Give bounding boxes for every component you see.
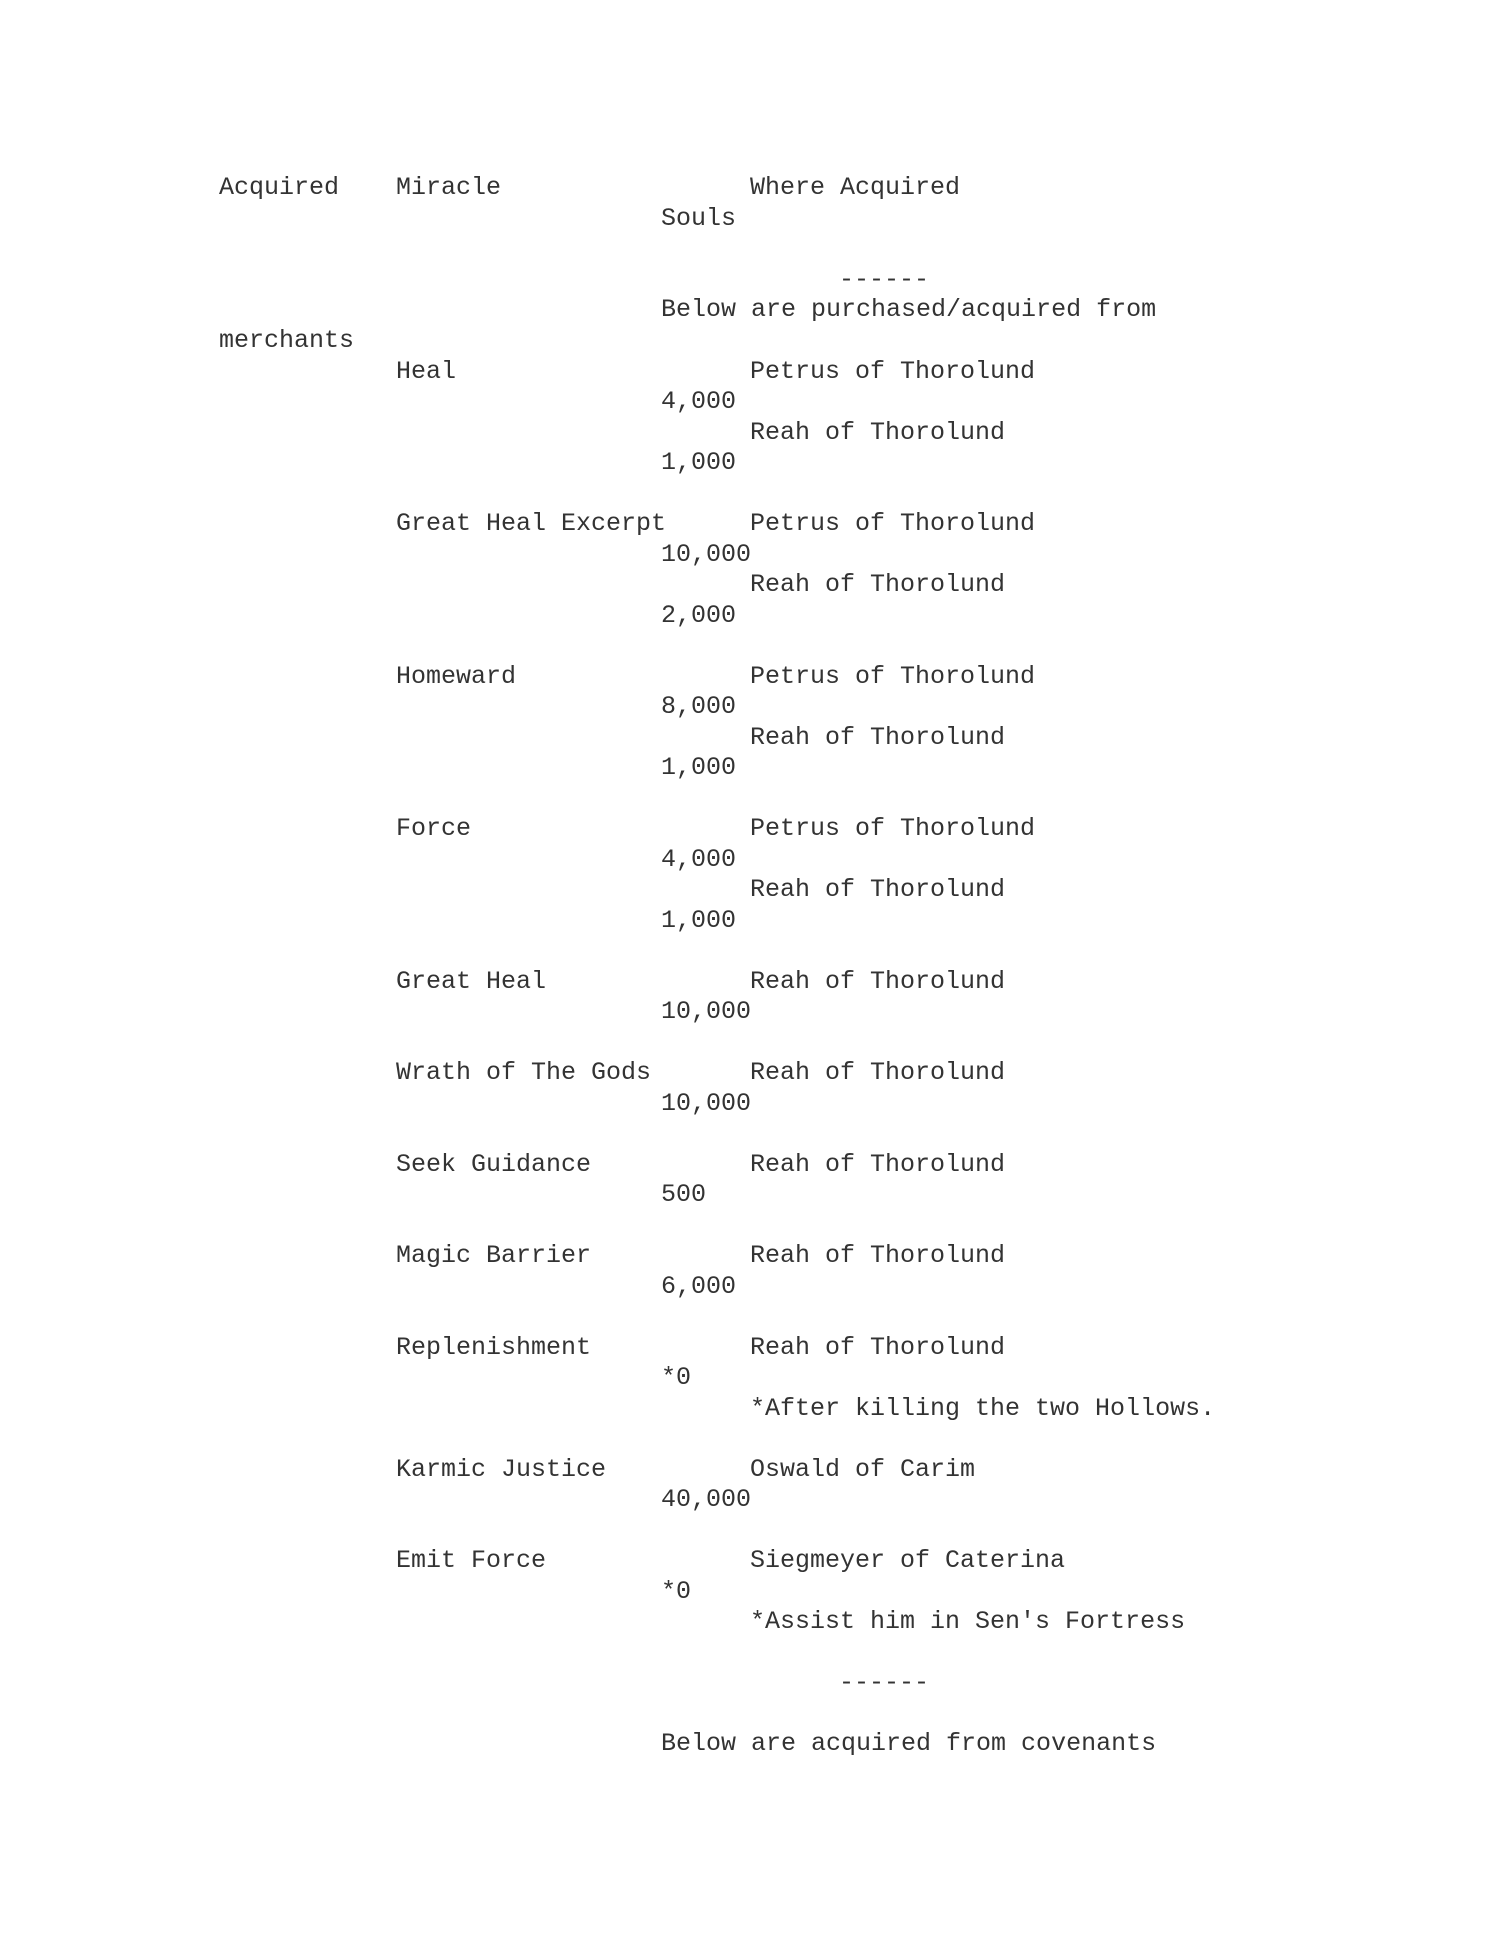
souls-cost: 1,000 [661, 906, 737, 935]
souls-cost: 2,000 [661, 601, 737, 630]
merchant-name: Reah of Thorolund [750, 723, 1006, 752]
column-header-souls: Souls [661, 204, 737, 233]
miracle-name: Great Heal [396, 967, 547, 996]
merchant-name: Petrus of Thorolund [750, 662, 1036, 691]
miracle-name: Karmic Justice [396, 1455, 607, 1484]
miracle-name: Homeward [396, 662, 517, 691]
miracle-name: Force [396, 814, 472, 843]
miracle-name: Magic Barrier [396, 1241, 592, 1270]
miracle-name: Heal [396, 357, 457, 386]
merchant-name: Siegmeyer of Caterina [750, 1546, 1066, 1575]
merchant-name: Petrus of Thorolund [750, 814, 1036, 843]
section-intro: Below are acquired from covenants [661, 1729, 1157, 1758]
column-header-acquired: Acquired [219, 173, 340, 202]
merchant-name: Reah of Thorolund [750, 570, 1006, 599]
merchant-name: Reah of Thorolund [750, 1333, 1006, 1362]
souls-cost: 10,000 [661, 1089, 752, 1118]
merchant-name: Reah of Thorolund [750, 1150, 1006, 1179]
section-separator: ------ [839, 265, 930, 294]
souls-cost: 10,000 [661, 540, 752, 569]
miracle-name: Wrath of The Gods [396, 1058, 652, 1087]
souls-cost: 4,000 [661, 845, 737, 874]
souls-cost: 1,000 [661, 753, 737, 782]
souls-cost: 10,000 [661, 997, 752, 1026]
souls-cost: 500 [661, 1180, 707, 1209]
souls-cost: 40,000 [661, 1485, 752, 1514]
merchant-name: Petrus of Thorolund [750, 509, 1036, 538]
souls-cost: 8,000 [661, 692, 737, 721]
miracle-name: Emit Force [396, 1546, 547, 1575]
miracle-name: Great Heal Excerpt [396, 509, 667, 538]
acquisition-note: *Assist him in Sen's Fortress [750, 1607, 1186, 1636]
section-separator: ------ [839, 1668, 930, 1697]
merchant-name: Reah of Thorolund [750, 1241, 1006, 1270]
section-intro-continued: merchants [219, 326, 355, 355]
acquisition-note: *After killing the two Hollows. [750, 1394, 1216, 1423]
souls-cost: *0 [661, 1363, 692, 1392]
souls-cost: 4,000 [661, 387, 737, 416]
souls-cost: 6,000 [661, 1272, 737, 1301]
merchant-name: Reah of Thorolund [750, 967, 1006, 996]
merchant-name: Reah of Thorolund [750, 875, 1006, 904]
column-header-where-acquired: Where Acquired [750, 173, 961, 202]
merchant-name: Petrus of Thorolund [750, 357, 1036, 386]
column-header-miracle: Miracle [396, 173, 502, 202]
merchant-name: Oswald of Carim [750, 1455, 976, 1484]
merchant-name: Reah of Thorolund [750, 1058, 1006, 1087]
souls-cost: 1,000 [661, 448, 737, 477]
miracle-name: Replenishment [396, 1333, 592, 1362]
souls-cost: *0 [661, 1577, 692, 1606]
section-intro: Below are purchased/acquired from [661, 295, 1157, 324]
miracle-name: Seek Guidance [396, 1150, 592, 1179]
merchant-name: Reah of Thorolund [750, 418, 1006, 447]
